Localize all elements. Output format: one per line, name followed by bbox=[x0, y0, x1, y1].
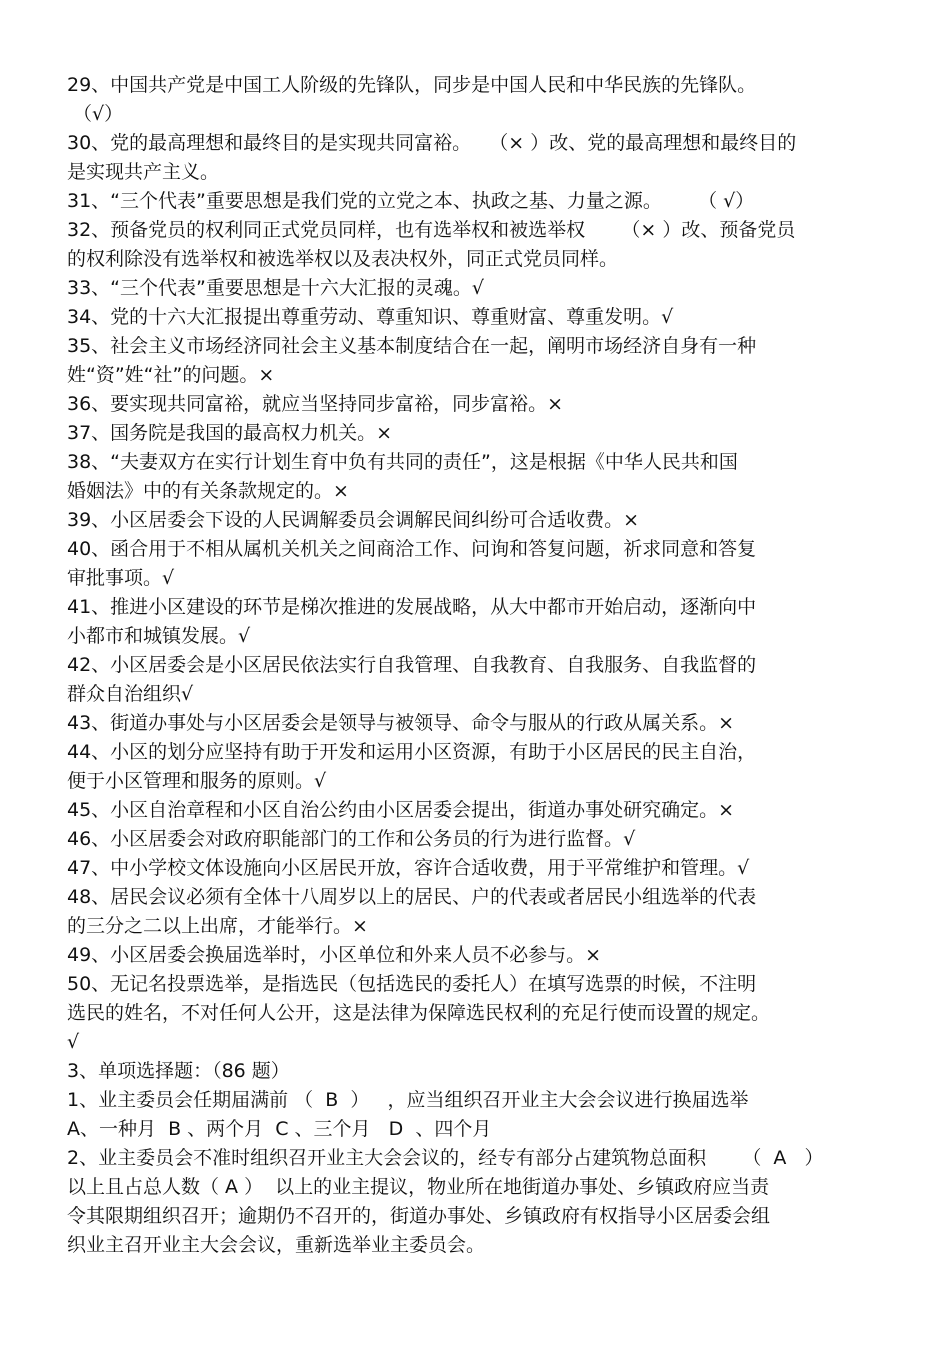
text-line: √ bbox=[67, 1031, 80, 1053]
text-line: 令其限期组织召开；逾期仍不召开的，街道办事处、乡镇政府有权指导小区居委会组 bbox=[67, 1205, 771, 1227]
text-line: 47、中小学校文体设施向小区居民开放，容许合适收费，用于平常维护和管理。√ bbox=[67, 857, 750, 879]
text-line: 40、函合用于不相从属机关机关之间商洽工作、问询和答复问题，祈求同意和答复 bbox=[67, 538, 757, 560]
text-line: （√） bbox=[67, 103, 124, 125]
text-line: 43、街道办事处与小区居委会是领导与被领导、命令与服从的行政从属关系。× bbox=[67, 712, 735, 734]
text-line: 39、小区居委会下设的人民调解委员会调解民间纠纷可合适收费。× bbox=[67, 509, 640, 531]
text-line: 婚姻法》中的有关条款规定的。× bbox=[67, 480, 349, 502]
text-line: 是实现共产主义。 bbox=[67, 161, 220, 183]
text-line: 以上且占总人数（ A ） 以上的业主提议，物业所在地街道办事处、乡镇政府应当责 bbox=[67, 1176, 770, 1198]
text-line: 37、国务院是我国的最高权力机关。× bbox=[67, 422, 393, 444]
text-line: 小都市和城镇发展。√ bbox=[67, 625, 251, 647]
text-line: 姓“资”姓“社”的问题。× bbox=[67, 364, 275, 386]
text-line: 41、推进小区建设的环节是梯次推进的发展战略，从大中都市开始启动，逐渐向中 bbox=[67, 596, 757, 618]
text-line: 34、党的十六大汇报提出尊重劳动、尊重知识、尊重财富、尊重发明。√ bbox=[67, 306, 674, 328]
text-line: 29、中国共产党是中国工人阶级的先锋队，同步是中国人民和中华民族的先锋队。 bbox=[67, 74, 757, 96]
text-line: 32、预备党员的权利同正式党员同样，也有选举权和被选举权 （× ）改、预备党员 bbox=[67, 219, 796, 241]
text-line: 42、小区居委会是小区居民依法实行自我管理、自我教育、自我服务、自我监督的 bbox=[67, 654, 757, 676]
text-line: 的权利除没有选举权和被选举权以及表决权外，同正式党员同样。 bbox=[67, 248, 619, 270]
text-line: 35、社会主义市场经济同社会主义基本制度结合在一起，阐明市场经济自身有一种 bbox=[67, 335, 757, 357]
text-line: 49、小区居委会换届选举时，小区单位和外来人员不必参与。× bbox=[67, 944, 602, 966]
text-line: 38、“夫妻双方在实行计划生育中负有共同的责任”，这是根据《中华人民共和国 bbox=[67, 451, 738, 473]
text-line: 48、居民会议必须有全体十八周岁以上的居民、户的代表或者居民小组选举的代表 bbox=[67, 886, 757, 908]
text-line: 30、党的最高理想和最终目的是实现共同富裕。 （× ）改、党的最高理想和最终目的 bbox=[67, 132, 797, 154]
text-line: 45、小区自治章程和小区自治公约由小区居委会提出，街道办事处研究确定。× bbox=[67, 799, 735, 821]
text-line: 审批事项。√ bbox=[67, 567, 175, 589]
text-line: 2、业主委员会不准时组织召开业主大会会议的，经专有部分占建筑物总面积 （ A ） bbox=[67, 1147, 824, 1169]
text-line: 33、“三个代表”重要思想是十六大汇报的灵魂。√ bbox=[67, 277, 484, 299]
text-line: 46、小区居委会对政府职能部门的工作和公务员的行为进行监督。√ bbox=[67, 828, 636, 850]
text-line: 选民的姓名，不对任何人公开，这是法律为保障选民权利的充足行使而设置的规定。 bbox=[67, 1002, 771, 1024]
text-line: 50、无记名投票选举，是指选民（包括选民的委托人）在填写选票的时候，不注明 bbox=[67, 973, 757, 995]
answer-options: A、一种月 B 、两个月 C 、三个月 D 、四个月 bbox=[67, 1118, 492, 1140]
text-line: 44、小区的划分应坚持有助于开发和运用小区资源，有助于小区居民的民主自治， bbox=[67, 741, 757, 763]
text-line: 1、业主委员会任期届满前 （ B ） ，应当组织召开业主大会会议进行换届选举 bbox=[67, 1089, 749, 1111]
section-heading: 3、单项选择题：（86 题） bbox=[67, 1060, 290, 1082]
text-line: 群众自治组织√ bbox=[67, 683, 194, 705]
text-line: 的三分之二以上出席，才能举行。× bbox=[67, 915, 368, 937]
text-line: 便于小区管理和服务的原则。√ bbox=[67, 770, 327, 792]
text-line: 36、要实现共同富裕，就应当坚持同步富裕，同步富裕。× bbox=[67, 393, 564, 415]
text-line: 31、“三个代表”重要思想是我们党的立党之本、执政之基、力量之源。 （ √） bbox=[67, 190, 755, 212]
text-line: 织业主召开业主大会会议，重新选举业主委员会。 bbox=[67, 1234, 486, 1256]
